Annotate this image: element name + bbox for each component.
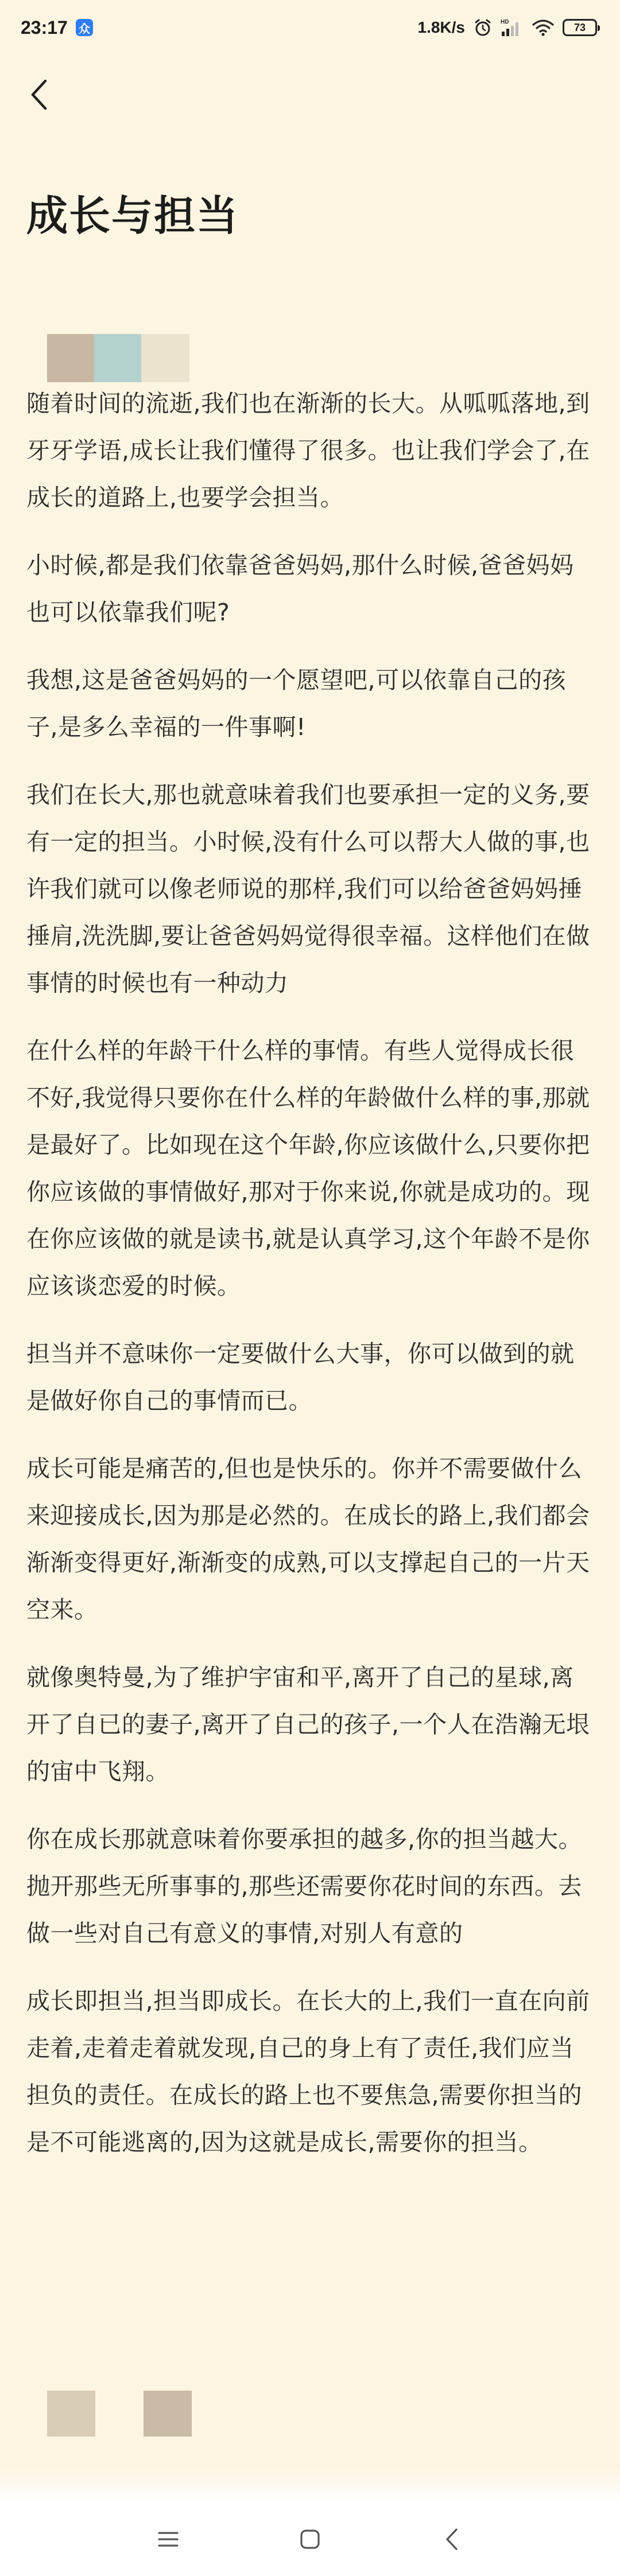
home-button[interactable] <box>287 2516 333 2562</box>
app-notification-badge-icon: 众 <box>76 19 93 36</box>
back-arrow-icon <box>29 79 49 111</box>
paragraph: 成长即担当,担当即成长。在长大的上,我们一直在向前走着,走着走着就发现,自己的身上有了责任,我们应当担负的责任。在成长的路上也不要焦急,需要你担当的是不可能逃离的,因为这就是成长,需要你的担当。 <box>26 1987 590 2156</box>
paragraph: 就像奥特曼,为了维护宇宙和平,离开了自己的星球,离开了自已的妻子,离开了自己的孩子,一个人在浩瀚无垠的宙中飞翔。 <box>26 1664 590 1785</box>
top-nav-bar <box>0 63 620 126</box>
paragraph: 小时候,都是我们依靠爸爸妈妈,那什么时候,爸爸妈妈也可以依靠我们呢? <box>26 551 574 626</box>
paragraph: 在什么样的年龄干什么样的事情。有些人觉得成长很不好,我觉得只要你在什么样的年龄做什么样的事,那就是最好了。比如现在这个年龄,你应该做什么,只要你把你应该做的事情做好,那对于你来说,你就是成功的。现在你应该做的就是读书,就是认真学习,这个年龄不是你应该谈恋爱的时候。 <box>26 1037 590 1300</box>
paragraph: 成长可能是痛苦的,但也是快乐的。你并不需要做什么来迎接成长,因为那是必然的。在成长的路上,我们都会渐渐变得更好,渐渐变的成熟,可以支撑起自己的一片天空来。 <box>26 1455 590 1623</box>
system-nav-bar <box>0 2502 620 2576</box>
image-swatch <box>94 334 141 382</box>
recent-apps-button[interactable] <box>145 2516 191 2562</box>
status-left <box>21 17 93 38</box>
menu-lines-icon <box>158 2531 179 2548</box>
bottom-image-thumbnail[interactable] <box>144 2391 192 2437</box>
battery-icon: 73 <box>563 19 597 36</box>
status-right <box>418 18 598 37</box>
article-image-thumbnail[interactable] <box>47 334 189 382</box>
status-time: 23:17 <box>21 17 68 38</box>
paragraph: 你在成长那就意味着你要承担的越多,你的担当越大。抛开那些无所事事的,那些还需要你花时间的东西。去做一些对自己有意义的事情,对别人有意的 <box>26 1825 583 1947</box>
article-title: 成长与担当 <box>26 191 239 240</box>
paragraph: 我想,这是爸爸妈妈的一个愿望吧,可以依靠自己的孩子,是多么幸福的一件事啊! <box>26 666 567 741</box>
back-button[interactable] <box>22 75 56 115</box>
network-speed: 1.8K/s <box>417 18 465 36</box>
status-bar <box>0 0 620 55</box>
paragraph: 随着时间的流逝,我们也在渐渐的长大。从呱呱落地,到牙牙学语,成长让我们懂得了很多。也让我们学会了,在成长的道路上,也要学会担当。 <box>26 390 590 511</box>
content-fade <box>0 2468 620 2502</box>
paragraph: 我们在长大,那也就意味着我们也要承担一定的义务,要有一定的担当。小时候,没有什么可以帮大人做的事,也许我们就可以像老师说的那样,我们可以给爸爸妈妈捶捶肩,洗洗脚,要让爸爸妈妈觉得很幸福。这样他们在做事情的时候也有一种动力 <box>26 781 590 997</box>
image-swatch <box>141 334 189 382</box>
image-swatch <box>47 334 94 382</box>
home-square-icon <box>300 2529 320 2550</box>
signal-bars-icon <box>501 18 524 37</box>
wifi-icon <box>532 18 555 37</box>
nav-back-icon <box>445 2528 459 2551</box>
alarm-clock-icon <box>473 18 493 37</box>
signal-hd-label: HD <box>501 19 509 25</box>
article-body <box>26 380 595 2186</box>
bottom-image-thumbnail[interactable] <box>47 2391 95 2437</box>
paragraph: 担当并不意味你一定要做什么大事，你可以做到的就是做好你自己的事情而已。 <box>26 1340 575 1415</box>
system-back-button[interactable] <box>429 2516 475 2562</box>
